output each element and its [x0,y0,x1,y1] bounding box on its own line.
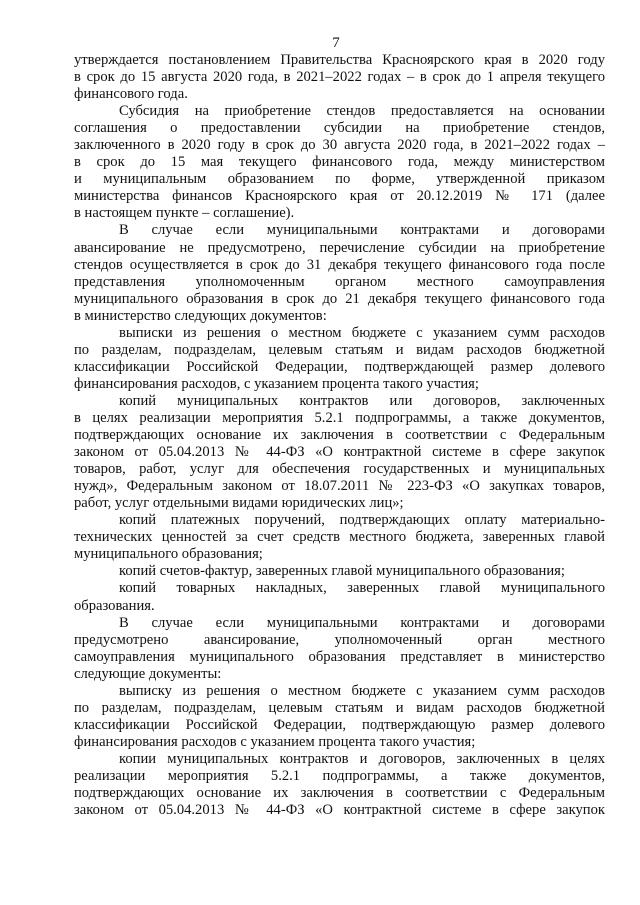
text-line: самоуправления муниципального образования представляет в министерство [74,648,605,665]
text-line: выписки из решения о местном бюджете с указанием сумм расходов [119,324,605,341]
text-line: в министерство следующих документов: [74,307,327,324]
text-line: законом от 05.04.2013 № 44-ФЗ «О контрактной системе в сфере закупок [74,802,605,819]
text-line: по разделам, подразделам, целевым статьям и видам расходов бюджетной [74,699,605,716]
text-line: законом от 05.04.2013 № 44-ФЗ «О контрактной системе в сфере закупок [74,444,605,461]
text-line: представления уполномоченным органом местного самоуправления [74,273,605,290]
text-line: товаров, работ, услуг для обеспечения государственных и муниципальных [74,461,605,478]
text-line: копий муниципальных контрактов или договоров, заключенных [119,392,605,409]
text-line: копий счетов-фактур, заверенных главой муниципального образования; [119,563,565,580]
text-line: министерства финансов Красноярского края от 20.12.2019 № 171 (далее [74,188,605,205]
text-line: следующие документы: [74,665,222,682]
text-line: финансирования расходов, с указанием процента такого участия; [74,375,479,392]
text-line: в срок до 15 мая текущего финансового года, между министерством [74,154,605,171]
text-line: выписку из решения о местном бюджете с указанием сумм расходов [119,682,605,699]
text-line: классификации Российской Федерации, подтверждающей размер долевого [74,358,605,375]
text-line: Субсидия на приобретение стендов предоставляется на основании [119,103,605,120]
text-line: копий товарных накладных, заверенных главой муниципального [119,580,605,597]
text-line: финансового года. [74,86,188,103]
text-line: подтверждающих основание их заключения в соответствии с Федеральным [74,427,605,444]
text-line: копий платежных поручений, подтверждающих оплату материально- [119,512,605,529]
text-line: копии муниципальных контрактов и договоров, заключенных в целях [119,750,605,767]
text-line: в настоящем пункте – соглашение). [74,205,295,222]
text-line: реализации мероприятия 5.2.1 подпрограммы, а также документов, [74,767,605,784]
text-line: нужд», Федеральным законом от 18.07.2011 № 223-ФЗ «О закупках товаров, [74,478,605,495]
text-line: соглашения о предоставлении субсидии на приобретение стендов, [74,120,605,137]
text-line: работ, услуг отдельными видами юридических лиц»; [74,495,404,512]
text-line: и муниципальным образованием по форме, утвержденной приказом [74,171,605,188]
text-line: по разделам, подразделам, целевым статьям и видам расходов бюджетной [74,341,605,358]
document-body [74,52,605,819]
text-line: муниципального образования в срок до 21 декабря текущего финансового года [74,290,605,307]
text-line: авансирование не предусмотрено, перечисление субсидии на приобретение [74,239,605,256]
text-line: подтверждающих основание их заключения в соответствии с Федеральным [74,785,605,802]
text-line: В случае если муниципальными контрактами и договорами [119,222,605,239]
text-line: в срок до 15 августа 2020 года, в 2021–2022 годах – в срок до 1 апреля текущего [74,69,605,86]
text-line: в целях реализации мероприятия 5.2.1 подпрограммы, а также документов, [74,409,605,426]
page-number: 7 [332,35,340,51]
text-line: образования. [74,597,155,614]
text-line: классификации Российской Федерации, подтверждающую размер долевого [74,716,605,733]
text-line: В случае если муниципальными контрактами и договорами [119,614,605,631]
text-line: финансирования расходов с указанием процента такого участия; [74,733,476,750]
text-line: муниципального образования; [74,546,263,563]
text-line: предусмотрено авансирование, уполномоченный орган местного [74,631,605,648]
text-line: стендов осуществляется в срок до 31 декабря текущего финансового года после [74,256,605,273]
text-line: заключенного в 2020 году в срок до 30 августа 2020 года, в 2021–2022 годах – [74,137,605,154]
text-line: утверждается постановлением Правительства Красноярского края в 2020 году [74,52,605,68]
text-line: технических ценностей за счет средств местного бюджета, заверенных главой [74,529,605,546]
